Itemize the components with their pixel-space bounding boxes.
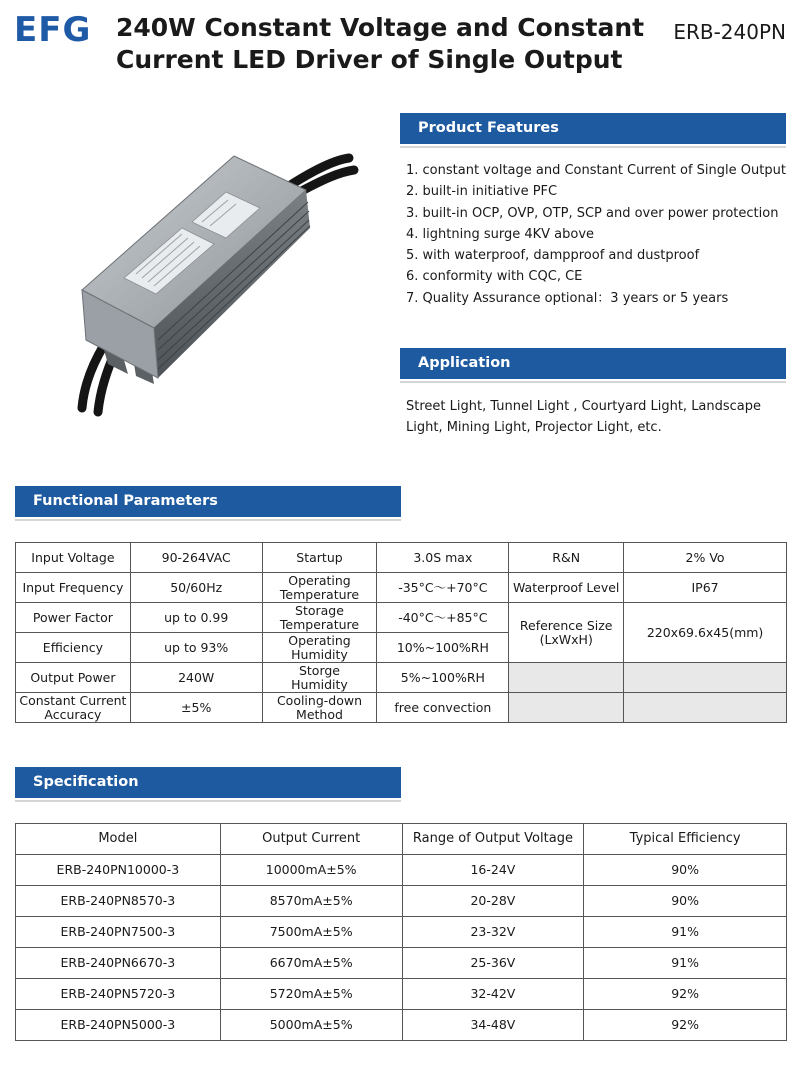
application-heading: Application xyxy=(400,348,786,379)
feature-item: 2. built-in initiative PFC xyxy=(406,184,558,200)
voltage-cell: 34-48V xyxy=(402,1010,584,1041)
table-row xyxy=(16,543,787,573)
table-row xyxy=(16,663,787,693)
table-row xyxy=(16,979,787,1010)
param-value: 3.0S max xyxy=(377,543,509,573)
param-value: -40°C～+85°C xyxy=(377,603,509,633)
feature-item: 7. Quality Assurance optional：3 years or 5 years xyxy=(406,290,729,306)
column-header: Model xyxy=(16,824,221,855)
current-cell: 10000mA±5% xyxy=(220,855,402,886)
table-row xyxy=(16,603,787,633)
param-label: Waterproof Level xyxy=(509,573,624,603)
param-value: up to 93% xyxy=(130,633,262,663)
current-cell: 5000mA±5% xyxy=(220,1010,402,1041)
param-value: up to 0.99 xyxy=(130,603,262,633)
current-cell: 8570mA±5% xyxy=(220,886,402,917)
param-label: Power Factor xyxy=(16,603,131,633)
efficiency-cell: 92% xyxy=(584,979,787,1010)
voltage-cell: 25-36V xyxy=(402,948,584,979)
current-cell: 6670mA±5% xyxy=(220,948,402,979)
table-row xyxy=(16,855,787,886)
efficiency-cell: 92% xyxy=(584,1010,787,1041)
efficiency-cell: 90% xyxy=(584,886,787,917)
param-value: ±5% xyxy=(130,693,262,723)
param-label: Input Frequency xyxy=(16,573,131,603)
application-text: Street Light, Tunnel Light , Courtyard Light, Landscape Light, Mining Light, Projector Light, etc. xyxy=(406,399,762,435)
param-label xyxy=(16,693,131,723)
table-row xyxy=(16,1010,787,1041)
label-line: (LxWxH) xyxy=(539,631,593,647)
param-label xyxy=(509,603,624,663)
features-list xyxy=(406,160,786,309)
efficiency-cell: 91% xyxy=(584,948,787,979)
param-label: Startup xyxy=(262,543,377,573)
model-cell: ERB-240PN5720-3 xyxy=(16,979,221,1010)
param-label xyxy=(262,663,377,693)
feature-item: 1. constant voltage and Constant Current of Single Output xyxy=(406,163,786,178)
feature-item: 3. built-in OCP, OVP, OTP, SCP and over power protection xyxy=(406,205,779,221)
led-driver-product-image xyxy=(64,150,364,420)
label-line: Method xyxy=(296,706,343,722)
param-value: 2% Vo xyxy=(624,543,787,573)
label-line: Temperature xyxy=(279,616,360,632)
model-cell: ERB-240PN5000-3 xyxy=(16,1010,221,1041)
table-row xyxy=(16,573,787,603)
column-header: Output Current xyxy=(220,824,402,855)
param-value: IP67 xyxy=(624,573,787,603)
table-row xyxy=(16,693,787,723)
brand-logo: EFG xyxy=(14,10,92,50)
param-label: Input Voltage xyxy=(16,543,131,573)
functional-parameters-table xyxy=(15,542,787,723)
page-title xyxy=(116,12,644,76)
column-header: Range of Output Voltage xyxy=(402,824,584,855)
specification-heading: Specification xyxy=(15,767,401,798)
model-code: ERB-240PN xyxy=(673,20,786,44)
voltage-cell: 20-28V xyxy=(402,886,584,917)
table-row xyxy=(16,948,787,979)
param-label xyxy=(262,603,377,633)
current-cell: 7500mA±5% xyxy=(220,917,402,948)
voltage-cell: 16-24V xyxy=(402,855,584,886)
table-row xyxy=(16,886,787,917)
specification-table xyxy=(15,823,787,1041)
param-value: -35°C～+70°C xyxy=(377,573,509,603)
param-value: 240W xyxy=(130,663,262,693)
model-cell: ERB-240PN6670-3 xyxy=(16,948,221,979)
param-value: 50/60Hz xyxy=(130,573,262,603)
label-line: Operating xyxy=(288,632,351,648)
empty-cell xyxy=(624,663,787,693)
param-label: Output Power xyxy=(16,663,131,693)
label-line: Storge xyxy=(298,662,340,678)
product-features-heading: Product Features xyxy=(400,113,786,144)
param-label: R&N xyxy=(509,543,624,573)
feature-item: 6. conformity with CQC, CE xyxy=(406,269,583,285)
empty-cell xyxy=(509,693,624,723)
param-label xyxy=(262,633,377,663)
voltage-cell: 23-32V xyxy=(402,917,584,948)
param-value: 220x69.6x45(mm) xyxy=(624,603,787,663)
table-header-row xyxy=(16,824,787,855)
label-line: Operating xyxy=(288,572,351,588)
title-line-2: Current LED Driver of Single Output xyxy=(116,45,623,74)
voltage-cell: 32-42V xyxy=(402,979,584,1010)
empty-cell xyxy=(509,663,624,693)
label-line: Temperature xyxy=(279,586,360,602)
label-line: Constant Current xyxy=(19,692,127,708)
efficiency-cell: 91% xyxy=(584,917,787,948)
label-line: Humidity xyxy=(291,646,348,662)
param-label xyxy=(262,573,377,603)
model-cell: ERB-240PN7500-3 xyxy=(16,917,221,948)
param-label xyxy=(262,693,377,723)
param-value: 5%~100%RH xyxy=(377,663,509,693)
feature-item: 5. with waterproof, dampproof and dustproof xyxy=(406,248,700,264)
param-label: Efficiency xyxy=(16,633,131,663)
feature-item: 4. lightning surge 4KV above xyxy=(406,226,595,242)
label-line: Accuracy xyxy=(44,706,102,722)
label-line: Humidity xyxy=(291,676,348,692)
functional-parameters-heading: Functional Parameters xyxy=(15,486,401,517)
table-row xyxy=(16,917,787,948)
label-line: Reference Size xyxy=(519,617,613,633)
label-line: Cooling-down xyxy=(276,692,363,708)
model-cell: ERB-240PN10000-3 xyxy=(16,855,221,886)
title-line-1: 240W Constant Voltage and Constant xyxy=(116,13,645,42)
column-header: Typical Efficiency xyxy=(584,824,787,855)
model-cell: ERB-240PN8570-3 xyxy=(16,886,221,917)
param-value: 90-264VAC xyxy=(130,543,262,573)
empty-cell xyxy=(624,693,787,723)
efficiency-cell: 90% xyxy=(584,855,787,886)
param-value: 10%~100%RH xyxy=(377,633,509,663)
label-line: Storage xyxy=(295,602,344,618)
param-value: free convection xyxy=(377,693,509,723)
current-cell: 5720mA±5% xyxy=(220,979,402,1010)
